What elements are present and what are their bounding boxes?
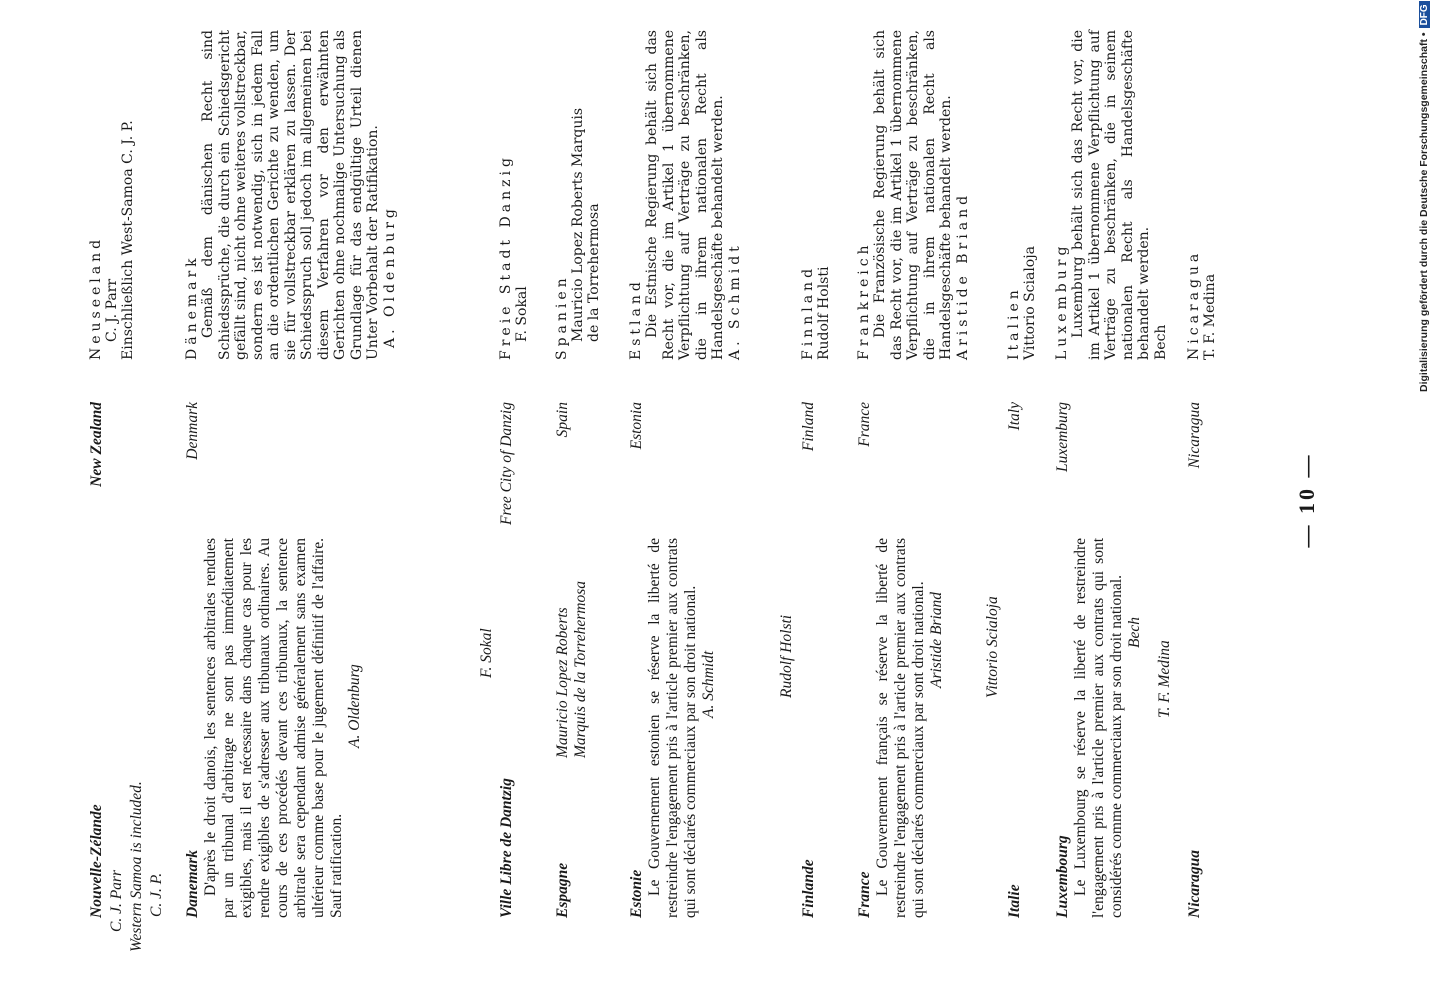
signature: A. Oldenburg <box>346 664 363 748</box>
entry-estland <box>628 30 743 360</box>
signature-line-1: Mauricio Lopez Roberts <box>554 607 571 758</box>
entry-daenemark <box>184 30 398 360</box>
credit-text: Digitalisierung gefördert durch die Deutsche Forschungsgemeinschaft • <box>1418 32 1430 392</box>
country-heading: Freie Stadt Danzig <box>498 154 514 360</box>
signature: T. F. Medina <box>1202 273 1218 360</box>
signature: C. J. Parr <box>108 870 125 932</box>
signature: F. Sokal <box>514 286 530 342</box>
initials: C. J. P. <box>148 872 165 917</box>
signature: Rudolf Holsti <box>816 266 832 360</box>
country-heading: Estonia <box>628 402 645 450</box>
signature-line-1: Mauricio Lopez Roberts Marquis <box>570 107 586 342</box>
signature: Aristide Briand <box>928 591 945 688</box>
signature: A. Schmidt <box>700 650 717 718</box>
country-heading: Estonie <box>628 869 645 918</box>
reservation-text: Le Luxembourg se réserve la liberté de restreindre l'engagement pris à l'article premier aux contrats qui sont considérés comme commerciaux par son droit national. <box>1072 538 1125 918</box>
entry-free-city-of-danzig <box>498 402 516 702</box>
signature: C. J. Parr <box>104 278 120 342</box>
digitization-credit <box>1418 0 1430 392</box>
country-heading: Neuseeland <box>88 235 104 360</box>
signature-line-2: Marquis de la Torrehermosa <box>572 581 589 758</box>
entry-denmark <box>184 402 202 702</box>
country-heading: Nicaragua <box>1186 249 1202 360</box>
reservation-text: D'après le droit danois, les sentences arbitrales rendues par un tribunal d'arbitrage ne sont pas immédiatement exigibles, mais il est nécessaire dans chaque cas pour les rendre exigibles de s'adresser aux tribunaux ordinaires. Au cours de ces procédés devant ces tribunaux, la sentence arbitrale sera cependant admise généralement sans examen ultérieur comme base pour le jugement définitif de l'affaire. Sauf ratification. <box>202 538 345 918</box>
signature: Bech <box>1126 617 1143 648</box>
reservation-text: Luxemburg behält sich das Recht vor, die im Artikel 1 übernommene Verpflichtung auf Verträge zu beschränken, die in seinem nationalen Recht als Handelsgeschäfte behandelt werden. <box>1070 30 1152 360</box>
country-heading: Espagne <box>554 862 571 918</box>
signature: Bech <box>1152 324 1169 360</box>
country-heading: Dänemark <box>184 254 200 360</box>
country-heading: Italie <box>1006 884 1023 918</box>
entry-luxemburg-de <box>1054 30 1169 360</box>
note: Einschließlich West-Samoa C. J. P. <box>120 120 136 360</box>
entry-spain <box>554 402 572 702</box>
country-heading: Finnland <box>800 264 816 360</box>
note: Western Samoa is included. <box>128 781 145 952</box>
country-heading: Luxemburg <box>1054 242 1070 360</box>
country-heading: Free City of Danzig <box>498 402 515 525</box>
signature-line-2: de la Torrehermosa <box>586 203 602 342</box>
reservation-text: Le Gouvernement estonien se réserve la liberté de restreindre l'engagement pris à l'article premier aux contrats qui sont déclarés commerciaux par son droit national. <box>646 538 699 918</box>
country-heading: Frankreich <box>856 241 872 360</box>
country-heading: Ville Libre de Dantzig <box>498 778 515 918</box>
reservation-text: Die Französische Regierung behält sich das Recht vor, die im Artikel 1 übernommene Verpflichtung auf Verträge zu beschränken, die in ihrem nationalen Recht als Handelsgeschäfte behandelt werden. <box>872 30 954 360</box>
country-heading: France <box>856 871 873 918</box>
country-heading: Italien <box>1006 286 1022 360</box>
country-heading: Italy <box>1006 402 1023 431</box>
signature: Rudolf Holsti <box>778 614 795 698</box>
country-heading: Nouvelle-Zélande <box>88 804 105 918</box>
country-heading: Spanien <box>554 274 570 360</box>
signature: A. Oldenburg <box>381 205 398 348</box>
reservation-text: Le Gouvernement français se réserve la liberté de restreindre l'engagement pris à l'article premier aux contrats qui sont déclarés commerciaux par sont droit national. <box>874 538 927 918</box>
country-heading: Estland <box>628 278 644 360</box>
page-number: — 10 — <box>1294 452 1319 548</box>
signature: F. Sokal <box>478 628 495 678</box>
entry-estonia <box>628 402 646 702</box>
entry-finland <box>800 402 818 702</box>
entry-luxemburg <box>1054 402 1072 702</box>
reservation-text: Gemäß dem dänischen Recht sind Schiedssprüche, die durch ein Schiedsgericht gefällt sind, nicht ohne weiteres vollstreckbar, sondern es ist notwendig, sich in jedem Fall an die ordentlichen Gerichte zu wenden, um sie für vollstreckbar erklären zu lassen. Der Schiedsspruch soll jedoch im allgemeinen bei diesem Verfahren vor den erwähnten Gerichten ohne nochmalige Untersuchung als Grundlage für das endgültige Urteil dienen Unter Vorbehalt der Ratifikation. <box>200 30 381 360</box>
entry-freie-stadt-danzig <box>498 30 530 360</box>
country-heading: Denmark <box>184 402 201 460</box>
country-heading: Finland <box>800 402 817 452</box>
entry-frankreich <box>856 30 971 360</box>
entry-france-en <box>856 402 874 702</box>
entry-nicaragua-de <box>1186 30 1218 360</box>
entry-finnland <box>800 30 832 360</box>
entry-nicaragua-en <box>1186 402 1204 702</box>
country-heading: Luxemburg <box>1054 402 1071 473</box>
signature: Vittorio Scialoja <box>984 596 1001 698</box>
entry-spanien <box>554 30 602 360</box>
country-heading: Finlande <box>800 859 817 918</box>
country-heading: Nicaragua <box>1186 402 1203 469</box>
country-heading: France <box>856 402 873 447</box>
country-heading: New Zealand <box>88 402 105 487</box>
country-heading: Nicaragua <box>1186 849 1203 918</box>
dfg-logo: DFG <box>1419 1 1430 28</box>
entry-neuseeland <box>88 30 136 360</box>
reservation-text: Die Estnische Regierung behält sich das Recht vor, die im Artikel 1 übernommene Verpflichtung auf Verträge zu beschränken, die in ihrem nationalen Recht als Handelsgeschäfte behandelt werden. <box>644 30 726 360</box>
signature: A. Schmidt <box>726 242 743 360</box>
entry-italy <box>1006 402 1024 702</box>
country-heading: Luxembourg <box>1054 835 1071 918</box>
signature: Aristide Briand <box>954 191 971 360</box>
country-heading: Spain <box>554 402 571 438</box>
entry-danemark <box>184 538 364 918</box>
signature: T. F. Medina <box>1156 640 1173 718</box>
entry-italien <box>1006 30 1038 360</box>
country-heading: Danemark <box>184 849 201 918</box>
signature: Vittorio Scialoja <box>1022 246 1038 360</box>
